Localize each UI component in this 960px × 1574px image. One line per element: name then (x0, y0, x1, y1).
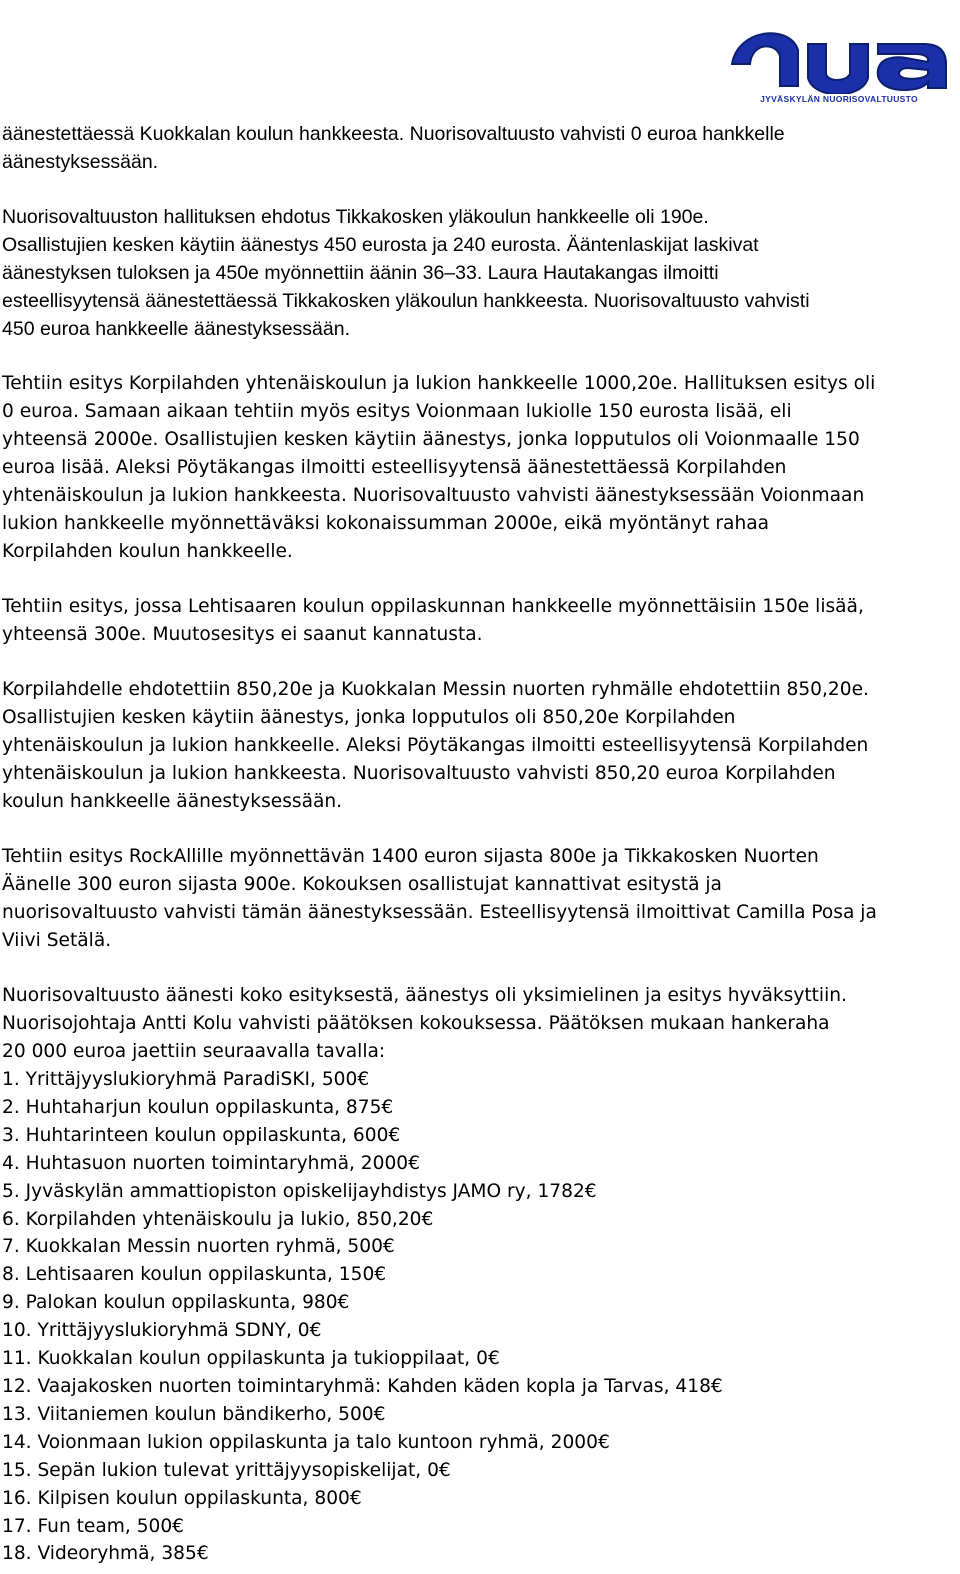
paragraph-line: Äänelle 300 euron sijasta 900e. Kokouksen osallistujat kannattivat esitystä ja (2, 874, 722, 895)
logo-letter-a (878, 44, 946, 90)
paragraph-line: Nuorisovaltuuston hallituksen ehdotus Tikkakosken yläkoulun hankkeelle oli 190e. (2, 206, 709, 228)
allocation-item: 4. Huhtasuon nuorten toimintaryhmä, 2000€ (2, 1152, 420, 1174)
allocation-item: 2. Huhtaharjun koulun oppilaskunta, 875€ (2, 1096, 394, 1118)
allocation-item: 5. Jyväskylän ammattiopiston opiskelijayhdistys JAMO ry, 1782€ (2, 1180, 597, 1202)
allocation-list (2, 1066, 958, 1568)
allocation-item: 15. Sepän lukion tulevat yrittäjyysopiskelijat, 0€ (2, 1459, 451, 1481)
paragraph-line: Viivi Setälä. (2, 930, 112, 951)
paragraph (2, 370, 958, 566)
paragraph-line: Osallistujien kesken käytiin äänestys, jonka lopputulos oli 850,20e Korpilahden (2, 707, 736, 728)
allocation-item: 6. Korpilahden yhtenäiskoulu ja lukio, 850,20€ (2, 1208, 434, 1230)
paragraph-line: koulun hankkeelle äänestyksessään. (2, 791, 343, 812)
allocation-item: 17. Fun team, 500€ (2, 1515, 185, 1537)
paragraph-line: Tehtiin esitys Korpilahden yhtenäiskoulun ja lukion hankkeelle 1000,20e. Hallituksen esitys oli (2, 373, 876, 394)
paragraph-line: yhtenäiskoulun ja lukion hankkeelle. Aleksi Pöytäkangas ilmoitti esteellisyytensä Korpilahden (2, 735, 869, 756)
allocation-item: 9. Palokan koulun oppilaskunta, 980€ (2, 1292, 350, 1314)
paragraph-line: Tehtiin esitys RockAllille myönnettävän 1400 euron sijasta 800e ja Tikkakosken Nuorten (2, 846, 819, 867)
paragraph-line: äänestyksen tuloksen ja 450e myönnettiin äänin 36–33. Laura Hautakangas ilmoitti (2, 262, 719, 284)
paragraph-line: esteellisyytensä äänestettäessä Tikkakosken yläkoulun hankkeesta. Nuorisovaltuusto vahvisti (2, 290, 810, 312)
paragraph (2, 593, 958, 649)
allocation-item: 8. Lehtisaaren koulun oppilaskunta, 150€ (2, 1264, 387, 1286)
allocation-item: 3. Huhtarinteen koulun oppilaskunta, 600€ (2, 1124, 401, 1146)
allocation-item: 1. Yrittäjyyslukioryhmä ParadiSKI, 500€ (2, 1069, 370, 1090)
logo-caption: JYVÄSKYLÄN NUORISOVALTUUSTO (760, 94, 918, 104)
paragraph (2, 203, 958, 343)
paragraph-line: yhtenäiskoulun ja lukion hankkeesta. Nuorisovaltuusto vahvisti 850,20 euroa Korpilahden (2, 763, 836, 784)
paragraph-line: 0 euroa. Samaan aikaan tehtiin myös esitys Voionmaan lukiolle 150 eurosta lisää, eli (2, 401, 792, 422)
allocation-item: 18. Videoryhmä, 385€ (2, 1543, 209, 1565)
organization-logo (728, 20, 950, 112)
allocation-item: 11. Kuokkalan koulun oppilaskunta ja tukioppilaat, 0€ (2, 1348, 500, 1370)
final-line: Nuorisovaltuusto äänesti koko esityksestä, äänestys oli yksimielinen ja esitys hyväksyttiin. (2, 985, 847, 1006)
allocation-item: 12. Vaajakosken nuorten toimintaryhmä: Kahden käden kopla ja Tarvas, 418€ (2, 1375, 723, 1397)
allocation-item: 7. Kuokkalan Messin nuorten ryhmä, 500€ (2, 1236, 395, 1258)
final-line: 20 000 euroa jaettiin seuraavalla tavalla: (2, 1041, 386, 1062)
paragraph-line: äänestettäessä Kuokkalan koulun hankkeesta. Nuorisovaltuusto vahvisti 0 euroa hankkelle (2, 123, 785, 145)
paragraph (2, 843, 958, 955)
paragraph (2, 120, 958, 176)
paragraph-line: äänestyksessään. (2, 151, 159, 173)
paragraph-line: Korpilahden koulun hankkeelle. (2, 541, 293, 562)
allocation-item: 10. Yrittäjyyslukioryhmä SDNY, 0€ (2, 1320, 322, 1342)
logo-letter-u (808, 44, 868, 95)
paragraph-line: yhtenäiskoulun ja lukion hankkeesta. Nuorisovaltuusto vahvisti äänestyksessään Voionmaan (2, 485, 865, 506)
paragraph-list (2, 120, 958, 955)
allocation-item: 14. Voionmaan lukion oppilaskunta ja talo kuntoon ryhmä, 2000€ (2, 1431, 610, 1453)
paragraph-line: nuorisovaltuusto vahvisti tämän äänestyksessään. Esteellisyytensä ilmoittivat Camilla Posa ja (2, 902, 877, 923)
allocation-item: 13. Viitaniemen koulun bändikerho, 500€ (2, 1403, 386, 1425)
paragraph-line: yhteensä 2000e. Osallistujien kesken käytiin äänestys, jonka lopputulos oli Voionmaalle 150 (2, 429, 860, 450)
paragraph-line: 450 euroa hankkeelle äänestyksessään. (2, 318, 350, 340)
logo-letter-n (732, 33, 798, 86)
final-line: Nuorisojohtaja Antti Kolu vahvisti päätöksen kokouksessa. Päätöksen mukaan hankeraha (2, 1013, 830, 1034)
allocation-item: 16. Kilpisen koulun oppilaskunta, 800€ (2, 1487, 362, 1509)
paragraph-line: Korpilahdelle ehdotettiin 850,20e ja Kuokkalan Messin nuorten ryhmälle ehdotettiin 850,20e. (2, 679, 869, 700)
final-paragraph (2, 982, 958, 1066)
paragraph-line: Tehtiin esitys, jossa Lehtisaaren koulun oppilaskunnan hankkeelle myönnettäisiin 150e lisää, (2, 596, 864, 617)
paragraph-line: lukion hankkeelle myönnettäväksi kokonaissumman 2000e, eikä myöntänyt rahaa (2, 513, 770, 534)
paragraph-line: euroa lisää. Aleksi Pöytäkangas ilmoitti esteellisyytensä äänestettäessä Korpilahden (2, 457, 787, 478)
document-body (2, 120, 958, 1568)
paragraph (2, 676, 958, 816)
paragraph-line: yhteensä 300e. Muutosesitys ei saanut kannatusta. (2, 624, 483, 645)
paragraph-line: Osallistujien kesken käytiin äänestys 450 eurosta ja 240 eurosta. Ääntenlaskijat laskivat (2, 234, 759, 256)
